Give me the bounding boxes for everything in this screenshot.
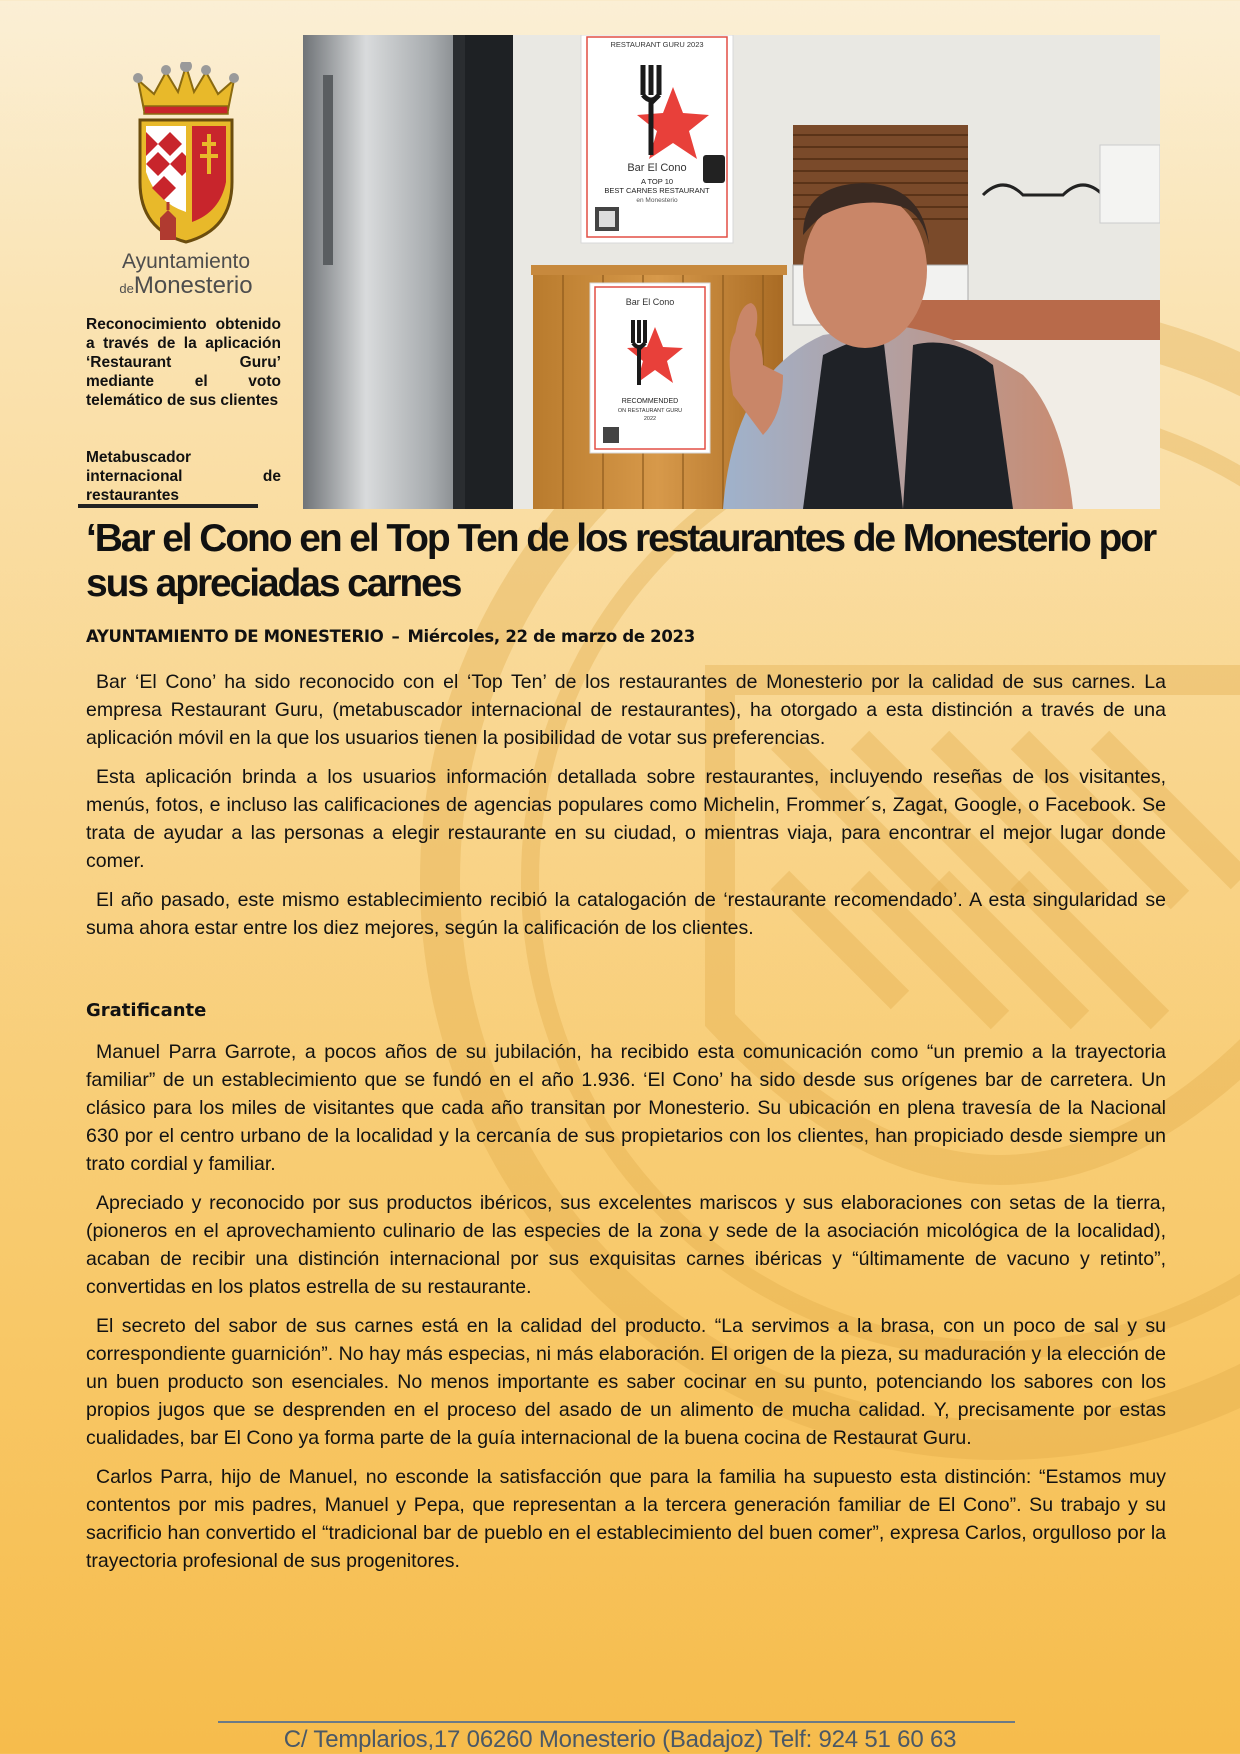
- article-paragraph: Esta aplicación brinda a los usuarios información detallada sobre restaurantes, incluyendo reseñas de los visitantes, menús, fotos, e incluso las calificaciones de agencias populares como Michelin, Frommer´s, Zagat, Google, o Facebook. Se trata de ayudar a las personas a elegir restaurante en su ciudad, o mientras viaja, para encontrar el mejor lugar donde comer.: [86, 766, 1166, 872]
- logo-wordmark: Ayuntamiento deMonesterio: [119, 250, 253, 299]
- byline-separator: –: [391, 627, 400, 646]
- article-paragraph: El secreto del sabor de sus carnes está en la calidad del producto. “La servimos a la brasa, con un poco de sal y su correspondiente guarnición”. No hay más especias, ni más elaboración. El origen de la pieza, su maduración y la elección de un buen producto son esenciales. No menos importante es saber cocinar en su punto, potenciando los sabores con los propios jugos que se desprenden en el proceso del asado de un alimento de mucha calidad. Y, precisamente por estas cualidades, bar El Cono ya forma parte de la guía internacional de la buena cocina de Restaurat Guru.: [86, 1315, 1166, 1449]
- sidebar-divider: [78, 504, 258, 508]
- svg-text:Bar El Cono: Bar El Cono: [627, 162, 687, 174]
- sidebar-caption: Reconocimiento obtenido a través de la aplicación ‘Restaurant Guru’ mediante el voto telemático de sus clientes: [86, 316, 281, 409]
- article-paragraph: Apreciado y reconocido por sus productos ibéricos, sus excelentes mariscos y sus elaboraciones con setas de la tierra, (pioneros en el aprovechamiento culinario de las especies de la zona y sede de la asociación micológica de la localidad), acaban de recibir una distinción internacional por sus exquisitas carnes ibéricas y “últimamente de vacuno y retinto”, convertidas en los platos estrella de su restaurante.: [86, 1192, 1166, 1298]
- svg-text:A TOP 10: A TOP 10: [640, 177, 674, 186]
- svg-text:2022: 2022: [643, 416, 657, 422]
- svg-text:RESTAURANT GURU 2023: RESTAURANT GURU 2023: [610, 40, 704, 49]
- article-paragraph: Manuel Parra Garrote, a pocos años de su jubilación, ha recibido esta comunicación como “un premio a la trayectoria familiar” de un establecimiento que se fundó en el año 1.936. ‘El Cono’ ha sido desde sus orígenes bar de carretera. Un clásico para los miles de visitantes que cada año transitan por Monesterio. Su ubicación en plena travesía de la Nacional 630 por el centro urbano de la localidad y la cercanía de sus propietarios con los clientes, han propiciado desde siempre un trato cordial y familiar.: [86, 1041, 1166, 1175]
- article-body-section: [86, 1038, 1166, 1586]
- svg-text:ON RESTAURANT GURU: ON RESTAURANT GURU: [617, 408, 683, 414]
- article-paragraph: Bar ‘El Cono’ ha sido reconocido con el ‘Top Ten’ de los restaurantes de Monesterio por la calidad de sus carnes. La empresa Restaurant Guru, (metabuscador internacional de restaurantes), ha otorgado a esta distinción a través de una aplicación móvil en la que los usuarios tienen la posibilidad de votar sus preferencias.: [86, 671, 1166, 749]
- article-byline: [86, 627, 695, 646]
- svg-text:BEST CARNES RESTAURANT: BEST CARNES RESTAURANT: [604, 186, 710, 195]
- byline-date: Miércoles, 22 de marzo de 2023: [407, 627, 695, 646]
- svg-text:RECOMMENDED: RECOMMENDED: [621, 398, 679, 405]
- footer-divider: [218, 1721, 1015, 1723]
- article-paragraph: Carlos Parra, hijo de Manuel, no esconde la satisfacción que para la familia ha supuesto esta distinción: “Estamos muy contentos por mis padres, Manuel y Pepa, que representan a la tercera generación familiar de El Cono”. Su trabajo y su sacrificio han convertido el “tradicional bar de pueblo en el establecimiento del buen comer”, expresa Carlos, orgulloso por la trayectoria profesional de sus progenitores.: [86, 1466, 1166, 1572]
- coat-of-arms-icon: [116, 62, 256, 247]
- municipality-logo: [86, 62, 286, 298]
- footer-address: C/ Templarios,17 06260 Monesterio (Badajoz) Telf: 924 51 60 63: [283, 1726, 957, 1753]
- byline-source: AYUNTAMIENTO DE MONESTERIO: [86, 627, 384, 646]
- sidebar-caption-secondary: Metabuscador internacional de restaurantes: [86, 449, 281, 504]
- section-subheading: Gratificante: [86, 1000, 207, 1021]
- article-body-intro: [86, 668, 1166, 953]
- svg-text:en Monesterio: en Monesterio: [636, 197, 678, 204]
- article-photo: [303, 35, 1160, 509]
- article-paragraph: El año pasado, este mismo establecimiento recibió la catalogación de ‘restaurante recomendado’. A esta singularidad se suma ahora estar entre los diez mejores, según la calificación de los clientes.: [86, 889, 1166, 939]
- article-headline: ‘Bar el Cono en el Top Ten de los restaurantes de Monesterio por sus apreciadas carnes: [86, 517, 1156, 605]
- svg-text:Bar El Cono: Bar El Cono: [625, 297, 675, 307]
